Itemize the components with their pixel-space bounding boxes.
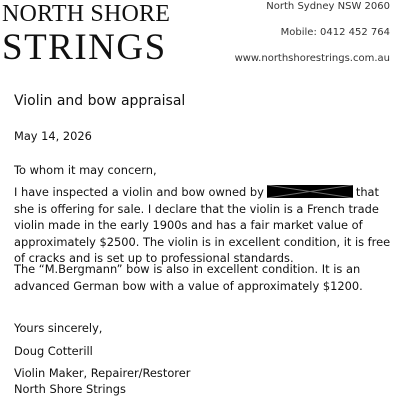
address-text: North Sydney NSW 2060: [266, 1, 390, 12]
letter-subject: Violin and bow appraisal: [14, 93, 186, 109]
signature-name: Doug Cotterill: [14, 344, 93, 358]
signature-role: Violin Maker, Repairer/Restorer: [14, 366, 191, 380]
signature-company: North Shore Strings: [14, 382, 126, 396]
paragraph-1-start: I have inspected a violin and bow owned by: [14, 185, 264, 199]
website-link[interactable]: www.northshorestrings.com.au: [234, 53, 390, 64]
contact-block: [235, 0, 390, 78]
letter-date: May 14, 2026: [14, 129, 92, 143]
salutation: To whom it may concern,: [14, 163, 157, 177]
paragraph-1: [14, 184, 394, 267]
brand-line-1: NORTH SHORE: [2, 1, 171, 27]
brand-line-2: STRINGS: [2, 27, 167, 68]
brand-logo: [2, 2, 170, 66]
paragraph-2: The “M.Bergmann” bow is also in excellent condition. It is an advanced German bow with a value of approximately $1200.: [14, 262, 363, 293]
signature-block: [14, 365, 394, 397]
paragraph-1-rest: that she is offering for sale. I declare that the violin is a French trade violin made in the early 1900s and has a fair market value of approximately $2500. The violin is in excellent condition, it is free of cracks and is set up to professional standards.: [14, 185, 391, 265]
redaction-box: [267, 185, 353, 198]
mobile-text: Mobile: 0412 452 764: [280, 27, 390, 38]
redaction-cross-icon: [267, 185, 353, 198]
closing-text: Yours sincerely,: [14, 321, 103, 335]
